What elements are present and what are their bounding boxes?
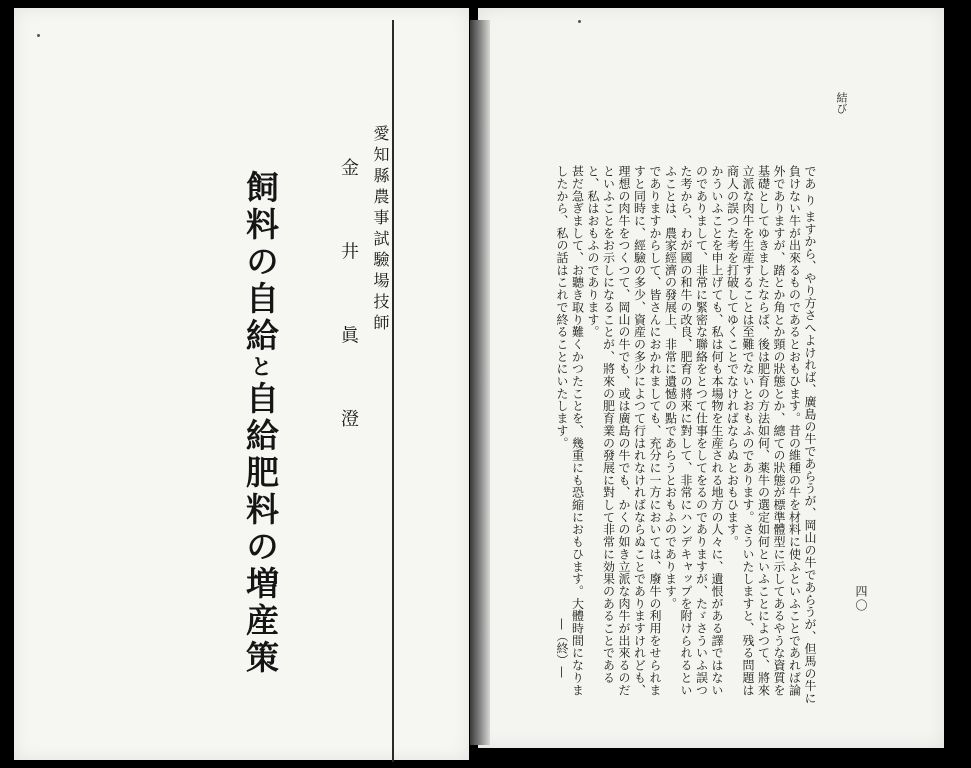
page-fold-line [392,20,394,762]
section-heading: 結び [835,92,848,114]
author-affiliation: 愛知縣農事試驗場技師 [371,125,390,335]
paragraph-2: かういふことを申上げても、私は何も本場物を生産される地方の人々に、遺恨がある譯ではないのでありまして、非常に緊密な聯絡をとつて仕事をしてをるのでありますが、たゞさういふ誤つた考から、わが國の和牛の改良、肥育の將來に對して、非常にハンデキャップを附けられるといふことは、農家經濟の發展上、非常に遺憾の點であらうとおもふのであります。 [663,165,724,697]
paragraph-1: であ り ますから、やり方さへよければ、廣島の牛であらうが、岡山の牛であらうが、但馬の牛に負けない牛が出來るものであるとおもひます。昔の維種の牛を材料に使ふといふことであれば論外でありますが、踏とか角とか頸の狀態とか、總ての狀態が標準體型に示してあるやうな資質を基礎としてゆきましたならば、後は肥育の方法如何、薬牛の選定如何といふことによつて、將來立派な肉牛を生産することは至難でないとおもふのであります。さういたしますと、残る問題は商人の誤つた考を打破してゆくことでなければならぬとおもひます。 [725,165,817,705]
scan-speck [578,20,581,23]
author-name: 金 井 眞 澄 [338,158,359,458]
closing-mark: —（終）— [555,618,569,678]
scan-speck [37,34,40,37]
page-number: 四〇 [854,585,868,613]
title-part-3: 自給肥料の増産策 [241,381,280,677]
paragraph-3: でありますからして、皆さんにおかれましても、充分に一方においては、廢牛の利用をせられますと同時に、經驗の多少、資産の多少によつて行はれなければならぬことでありますけれども、理想の肉牛をつくつて、岡山の牛でも、或は廣島の牛でも、かくの如き立派な肉牛が出來るのだといふことをお示しになることが、將來の肥育業の發展に對して非常に効果のあることであると、私はおもふのであります。 [586,165,662,697]
page-edge-shadow [470,20,490,745]
title-part-1: 飼料の自給 [241,170,280,355]
paragraph-4: 甚だ急ぎまして、お聽き取り難くかつたことを、幾重にも恐縮におもひます。大體時間になりましたから、私の話はこれで終ることにいたします。 [555,165,585,697]
title-part-2: と [247,355,273,381]
article-title [240,170,280,677]
body-text [555,165,817,705]
